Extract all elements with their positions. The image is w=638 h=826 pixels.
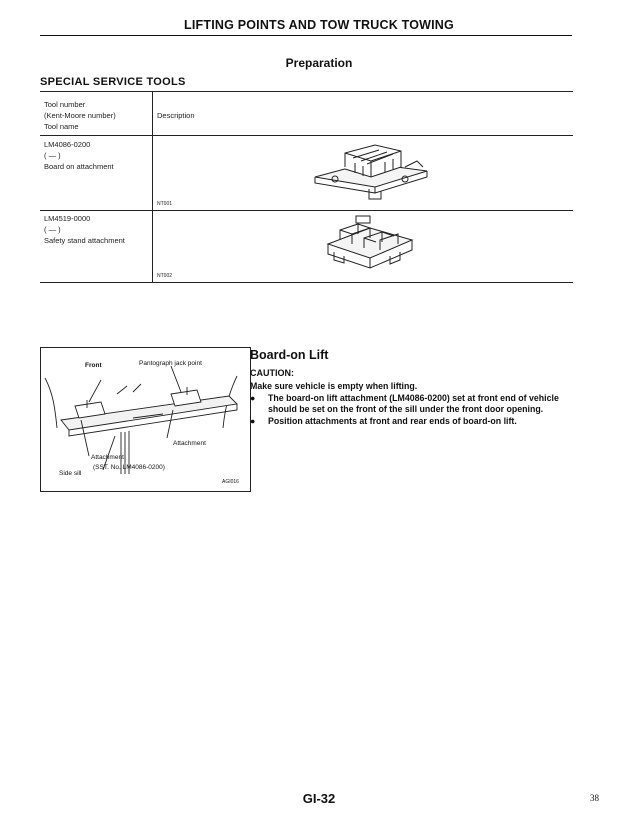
caution-label: CAUTION: [250,368,294,378]
attachment-label-right: Attachment [173,440,206,447]
board-on-lift-title: Board-on Lift [250,348,329,362]
board-on-attachment-illustration [305,141,435,203]
page-title: LIFTING POINTS AND TOW TRUCK TOWING [184,18,454,32]
kent-moore-number: ( — ) [44,151,61,160]
figure-code: NT001 [157,201,173,207]
header-kent-moore: (Kent-Moore number) [44,111,116,120]
tool-name: Board on attachment [44,162,114,171]
header-description: Description [157,111,195,120]
figure-code: AGI016 [222,479,239,485]
header-tool-column [44,99,116,132]
header-tool-name: Tool name [44,122,79,131]
list-item-text: Position attachments at front and rear ends of board-on lift. [268,415,517,426]
list-item [250,416,575,428]
table-row [44,139,114,172]
safety-stand-attachment-illustration [320,214,420,272]
table-row [44,213,125,246]
table-column-rule [152,91,153,283]
special-tools-table [40,91,573,283]
board-on-lift-figure [40,347,251,492]
front-label: Front [85,362,102,369]
list-item-text: The board-on lift attachment (LM4086-0200) set at front end of vehicle should be set on the front of the sill under the front door opening. [268,392,559,415]
caution-text: Make sure vehicle is empty when lifting. [250,381,418,391]
table-bottom-rule [40,282,573,283]
pantograph-label: Pantograph jack point [139,360,202,367]
special-tools-heading: SPECIAL SERVICE TOOLS [40,76,186,88]
header-tool-number: Tool number [44,100,86,109]
kent-moore-number: ( — ) [44,225,61,234]
bullet-icon: ● [250,392,256,403]
tool-number: LM4086-0200 [44,140,91,149]
section-heading: Preparation [285,56,353,70]
tool-name: Safety stand attachment [44,236,125,245]
table-row-rule [40,210,573,211]
table-header-rule [40,135,573,136]
tool-number: LM4519-0000 [44,214,91,223]
bullet-icon: ● [250,415,256,426]
sst-label: (SST. No. LM4086-0200) [93,464,165,471]
caution-body [250,381,575,427]
figure-code: NT002 [157,273,173,279]
list-item [250,393,575,416]
table-top-rule [40,91,573,92]
title-rule [40,35,572,36]
page-number: GI-32 [302,791,336,806]
attachment-label-bottom: Attachment [91,454,124,461]
side-sill-label: Side sill [59,470,82,477]
sheet-number: 38 [590,793,599,803]
